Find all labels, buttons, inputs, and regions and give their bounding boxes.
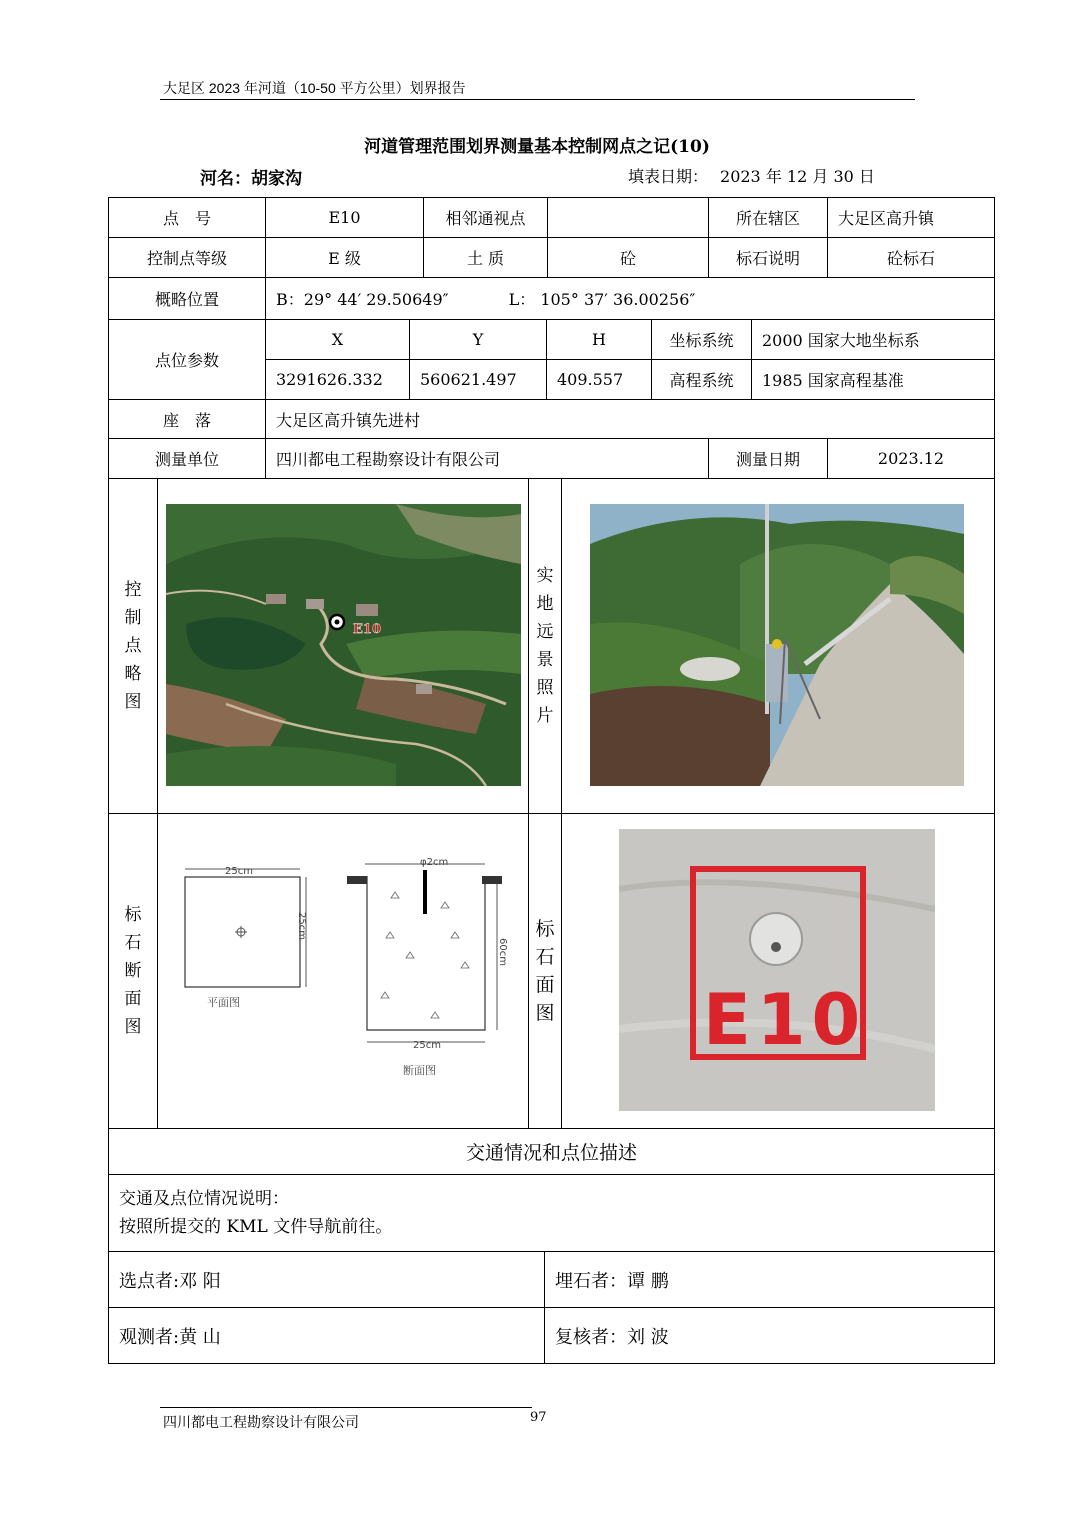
page-number: 97: [530, 1410, 547, 1425]
field-photo: [590, 504, 964, 786]
h-header: H: [546, 319, 652, 360]
survey-unit-label: 测量单位: [108, 438, 266, 479]
river-name: 河名：胡家沟: [200, 169, 302, 189]
marker-drawings: [175, 852, 520, 1082]
mark-face-label: 标 石 面 图: [528, 813, 562, 1129]
coord-system-label: 坐标系统: [651, 319, 752, 360]
footer-rule: [160, 1407, 532, 1408]
location-value: 大足区高升镇先进村: [265, 399, 995, 439]
approx-position-label: 概略位置: [108, 277, 266, 320]
fill-date-label: 填表日期：: [628, 167, 709, 186]
approx-position-value: [265, 277, 995, 320]
plan-caption: 平面图: [207, 996, 240, 1009]
reviewer: 复核者：刘 波: [544, 1307, 995, 1364]
marker-desc-value: 砼标石: [827, 237, 995, 278]
marker-face-photo: [619, 829, 935, 1111]
x-header: X: [265, 319, 410, 360]
section-diagram-label: 标 石 断 面 图: [108, 813, 158, 1129]
grade-label: 控制点等级: [108, 237, 266, 278]
marker-face-text: E10: [703, 979, 867, 1061]
plan-dim-top: 25cm: [225, 866, 253, 877]
report-header: 大足区 2023 年河道（10-50 平方公里）划界报告: [163, 80, 466, 96]
adjacent-point-value: [547, 197, 709, 238]
section-caption: 断面图: [403, 1064, 436, 1077]
point-selector: 选点者:邓 阳: [108, 1251, 545, 1308]
survey-date-label: 测量日期: [708, 438, 828, 479]
district-value: 大足区高升镇: [827, 197, 995, 238]
coord-system-value: 2000 国家大地坐标系: [751, 319, 995, 360]
district-label: 所在辖区: [708, 197, 828, 238]
soil-value: 砼: [547, 237, 709, 278]
y-value: 560621.497: [409, 359, 547, 400]
adjacent-point-label: 相邻通视点: [423, 197, 548, 238]
survey-date-value: 2023.12: [827, 438, 995, 479]
traffic-line-2: 按照所提交的 KML 文件导航前往。: [119, 1217, 393, 1237]
elev-system-label: 高程系统: [651, 359, 752, 400]
map-point-label: E10: [353, 622, 381, 637]
sketch-map-label: 控 制 点 略 图: [108, 478, 158, 814]
elev-system-value: 1985 国家高程基准: [751, 359, 995, 400]
section-dim-top: φ2cm: [420, 857, 449, 868]
location-label: 座 落: [108, 399, 266, 439]
x-value: 3291626.332: [265, 359, 410, 400]
site-photo-label: 实 地 远 景 照 片: [528, 478, 562, 814]
section-dim-bottom: 25cm: [413, 1040, 441, 1051]
traffic-line-1: 交通及点位情况说明：: [119, 1189, 289, 1209]
grade-value: E 级: [265, 237, 424, 278]
point-number-label: 点 号: [108, 197, 266, 238]
latitude: B：29° 44′ 29.50649″: [276, 290, 449, 309]
observer: 观测者:黄 山: [108, 1307, 545, 1364]
point-number-value: E10: [265, 197, 424, 238]
traffic-section-title: 交通情况和点位描述: [108, 1128, 995, 1175]
plan-dim-side: 25cm: [296, 912, 307, 940]
marker-desc-label: 标石说明: [708, 237, 828, 278]
h-value: 409.557: [546, 359, 652, 400]
point-params-label: 点位参数: [108, 319, 266, 400]
fill-date-value: 2023 年 12 月 30 日: [720, 167, 875, 186]
y-header: Y: [409, 319, 547, 360]
section-dim-side: 60cm: [497, 938, 508, 966]
traffic-description: [108, 1174, 995, 1252]
soil-label: 土 质: [423, 237, 548, 278]
footer-company: 四川都电工程勘察设计有限公司: [163, 1415, 359, 1431]
survey-unit-value: 四川都电工程勘察设计有限公司: [265, 438, 709, 479]
longitude: L： 105° 37′ 36.00256″: [508, 290, 696, 309]
header-rule: [160, 99, 915, 100]
stone-burier: 埋石者：谭 鹏: [544, 1251, 995, 1308]
satellite-map: [166, 504, 521, 786]
fill-date: [628, 164, 875, 187]
form-title: 河道管理范围划界测量基本控制网点之记(10): [364, 137, 710, 157]
